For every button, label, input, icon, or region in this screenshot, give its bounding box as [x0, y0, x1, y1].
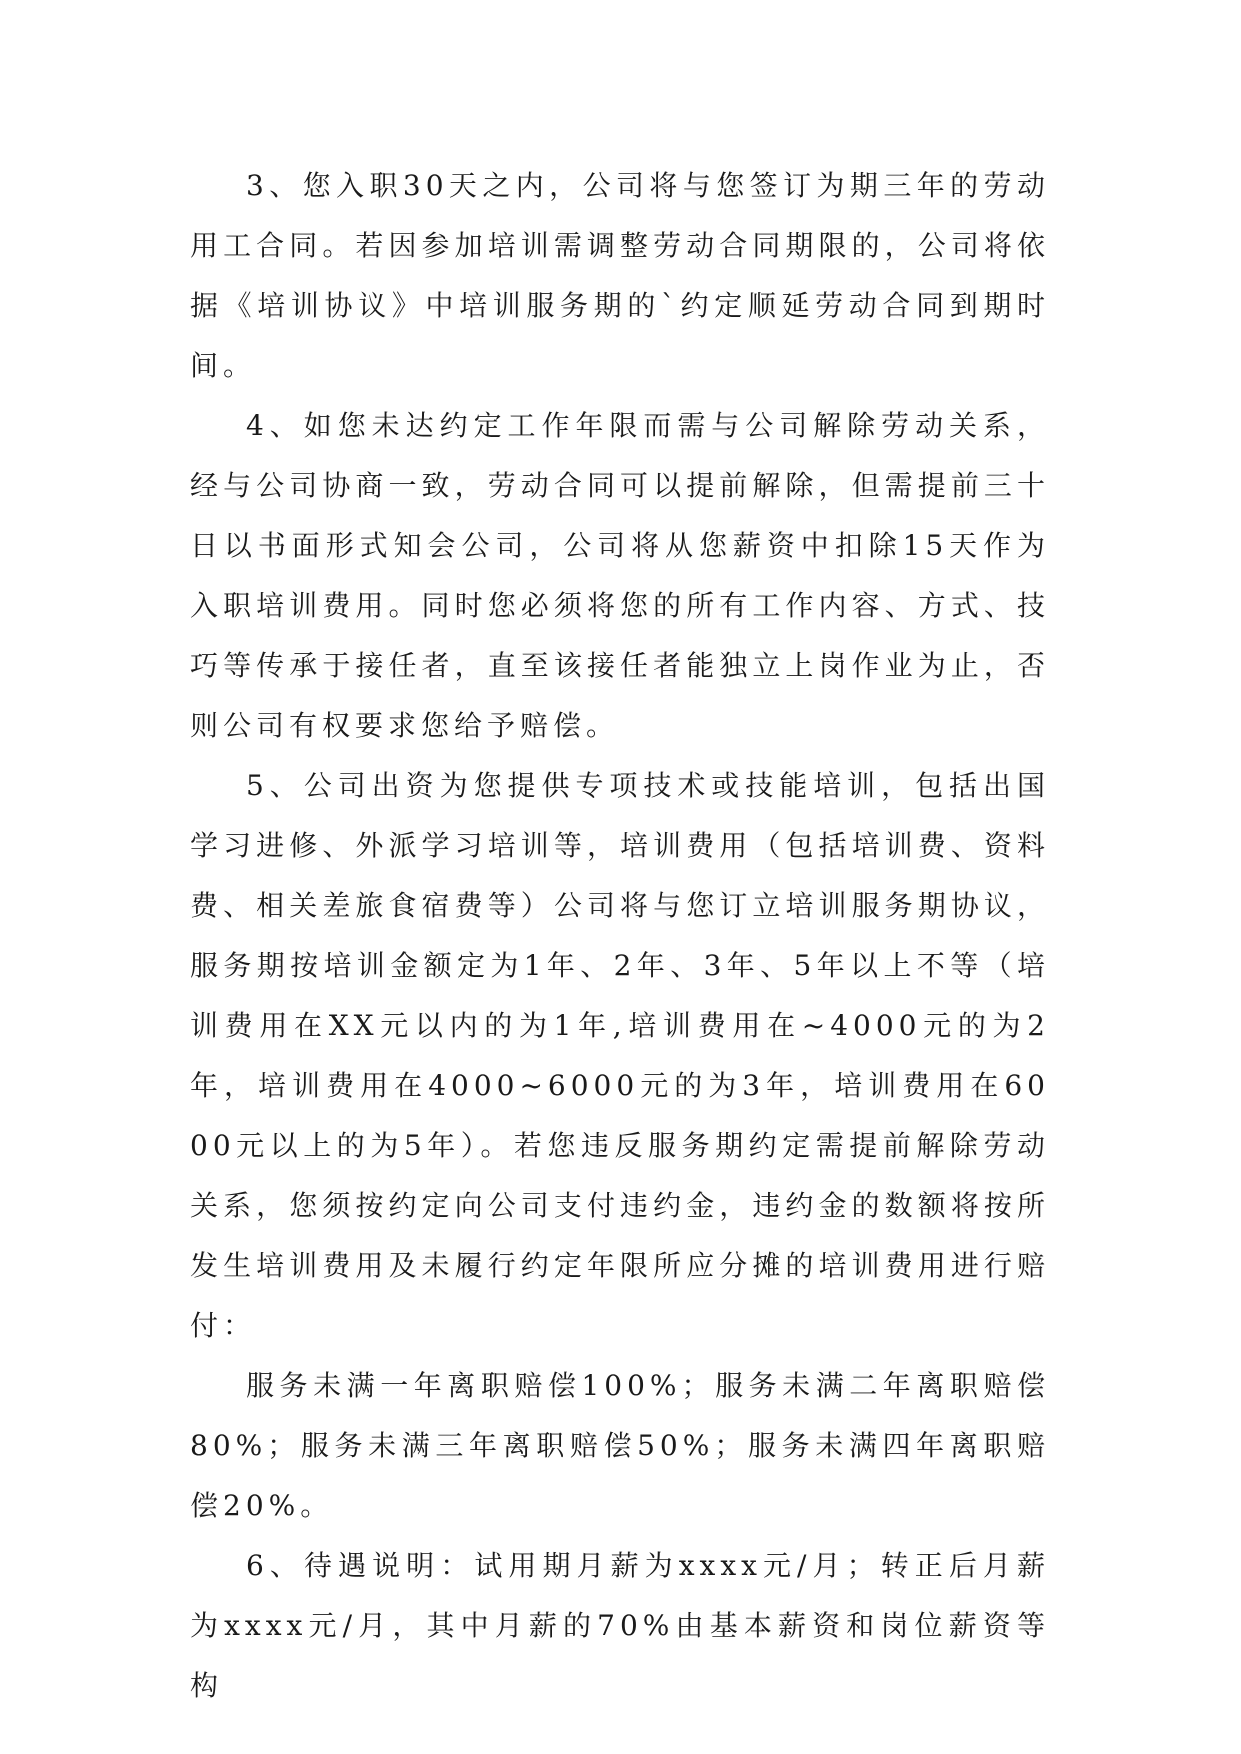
paragraph-compensation-rates: 服务未满一年离职赔偿100%；服务未满二年离职赔偿80%；服务未满三年离职赔偿50%；服务未满四年离职赔偿20%。 — [190, 1369, 1050, 1522]
paragraph-clause-6: 6、待遇说明：试用期月薪为xxxx元/月；转正后月薪为xxxx元/月，其中月薪的70%由基本薪资和岗位薪资等构 — [190, 1549, 1050, 1702]
paragraph-clause-4: 4、如您未达约定工作年限而需与公司解除劳动关系，经与公司协商一致，劳动合同可以提前解除，但需提前三十日以书面形式知会公司，公司将从您薪资中扣除15天作为入职培训费用。同时您必须将您的所有工作内容、方式、技巧等传承于接任者，直至该接任者能独立上岗作业为止，否则公司有权要求您给予赔偿。 — [190, 409, 1050, 742]
paragraph-clause-5: 5、公司出资为您提供专项技术或技能培训，包括出国学习进修、外派学习培训等，培训费用（包括培训费、资料费、相关差旅食宿费等）公司将与您订立培训服务期协议，服务期按培训金额定为1年、2年、3年、5年以上不等（培训费用在XX元以内的为1年,培训费用在~4000元的为2年，培训费用在4000~6000元的为3年，培训费用在6000元以上的为5年）。若您违反服务期约定需提前解除劳动关系，您须按约定向公司支付违约金，违约金的数额将按所发生培训费用及未履行约定年限所应分摊的培训费用进行赔付： — [190, 769, 1050, 1342]
document-body — [190, 156, 1050, 1716]
paragraph-clause-3: 3、您入职30天之内，公司将与您签订为期三年的劳动用工合同。若因参加培训需调整劳动合同期限的，公司将依据《培训协议》中培训服务期的`约定顺延劳动合同到期时间。 — [190, 169, 1050, 382]
